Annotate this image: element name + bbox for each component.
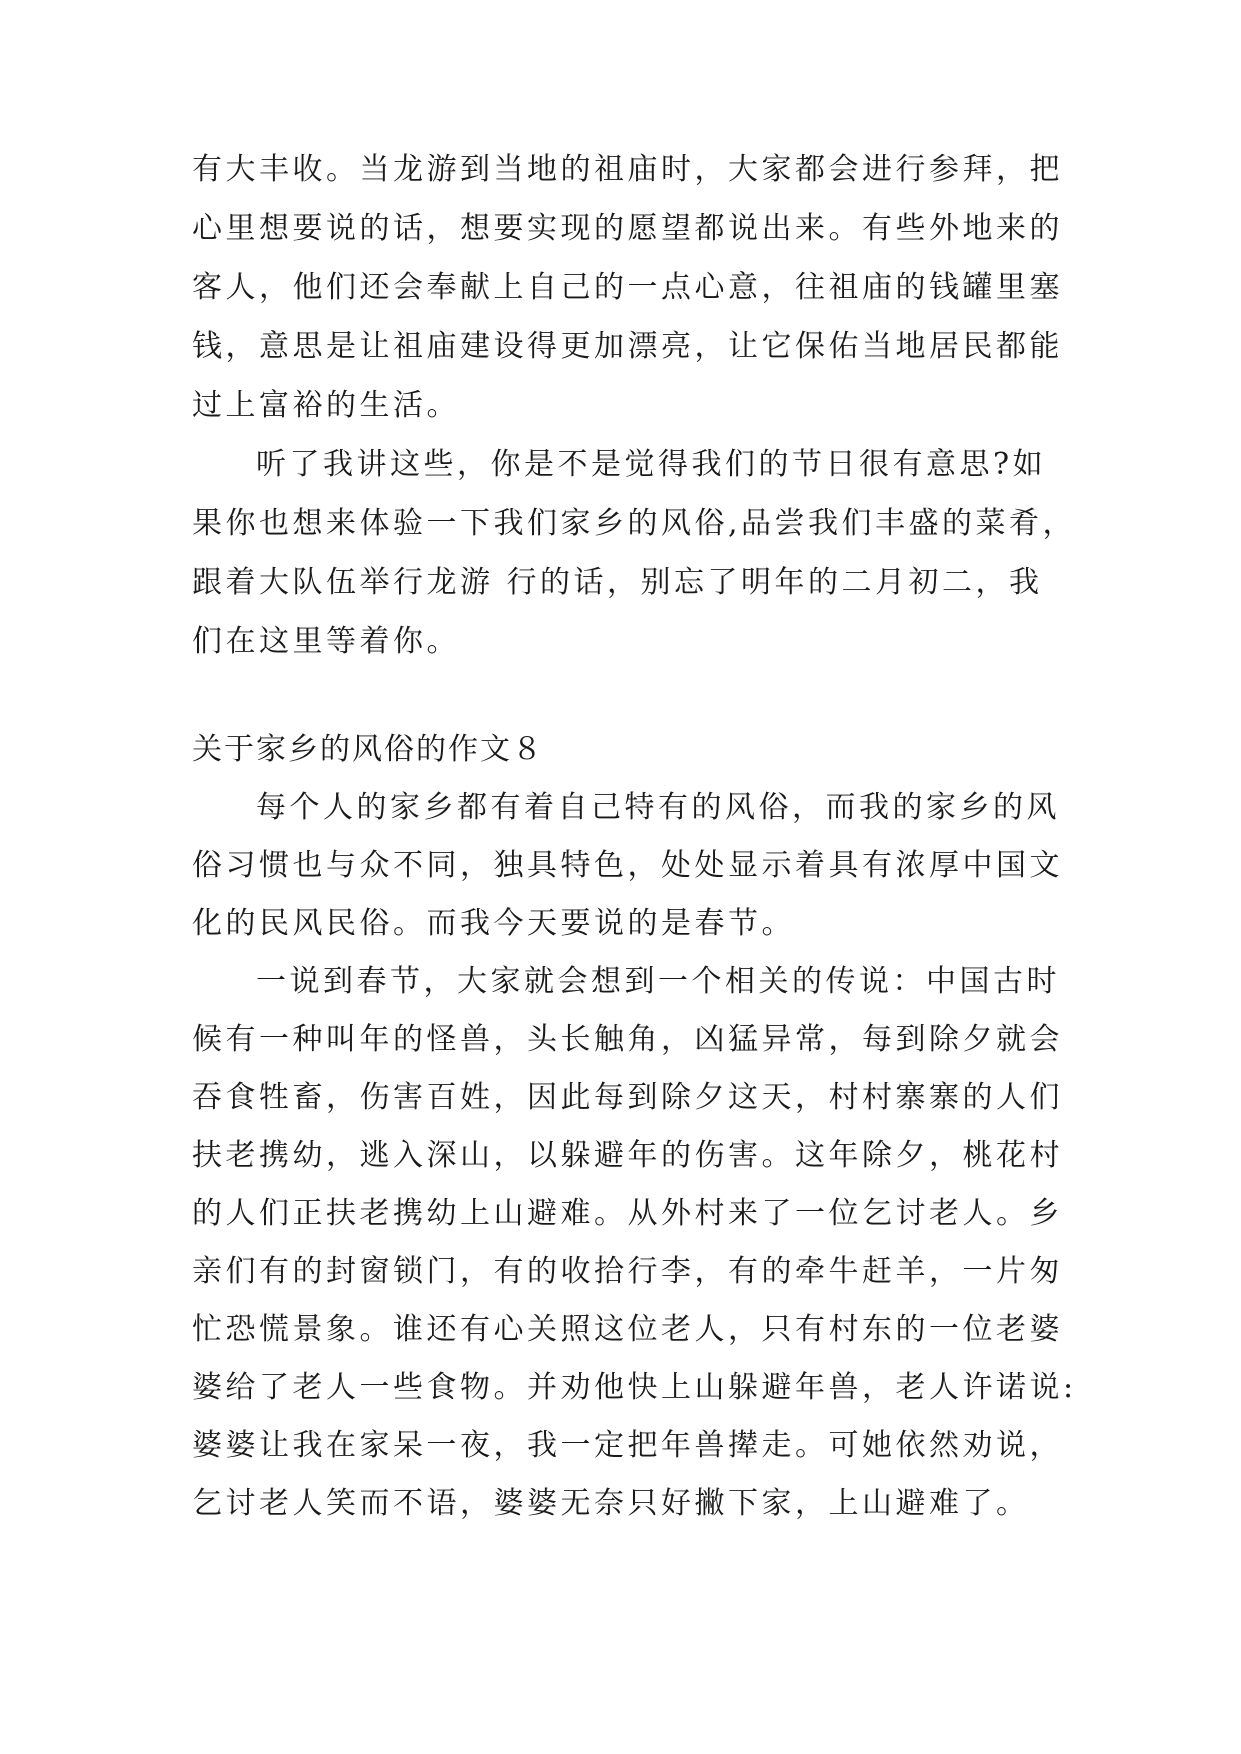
paragraph-first-line: 听了我讲这些，你是不是觉得我们的节日很有意思?如 [256, 447, 1047, 482]
body-line: 跟着大队伍举行龙游 行的话，别忘了明年的二月初二，我 [192, 565, 1043, 600]
body-line: 候有一种叫年的怪兽，头长触角，凶猛异常，每到除夕就会 [192, 1022, 1063, 1057]
body-line: 心里想要说的话，想要实现的愿望都说出来。有些外地来的 [192, 211, 1063, 246]
body-line: 果你也想来体验一下我们家乡的风俗,品尝我们丰盛的菜肴， [192, 506, 1077, 541]
body-line: 亲们有的封窗锁门，有的收拾行李，有的牵牛赶羊，一片匆 [192, 1254, 1063, 1289]
body-line: 婆婆让我在家呆一夜，我一定把年兽撵走。可她依然劝说， [192, 1428, 1063, 1463]
paragraph-first-line: 一说到春节，大家就会想到一个相关的传说：中国古时 [256, 964, 1060, 999]
body-line: 化的民风民俗。而我今天要说的是春节。 [192, 906, 795, 941]
paragraph-first-line: 每个人的家乡都有着自己特有的风俗，而我的家乡的风 [256, 790, 1060, 825]
body-line: 有大丰收。当龙游到当地的祖庙时，大家都会进行参拜，把 [192, 152, 1063, 187]
body-line: 乞讨老人笑而不语，婆婆无奈只好撇下家，上山避难了。 [192, 1486, 1030, 1521]
body-line: 钱，意思是让祖庙建设得更加漂亮，让它保佑当地居民都能 [192, 329, 1063, 364]
body-line: 客人，他们还会奉献上自己的一点心意，往祖庙的钱罐里塞 [192, 270, 1063, 305]
body-line: 的人们正扶老携幼上山避难。从外村来了一位乞讨老人。乡 [192, 1196, 1063, 1231]
body-line: 忙恐慌景象。谁还有心关照这位老人，只有村东的一位老婆 [192, 1312, 1063, 1347]
body-line: 吞食牲畜，伤害百姓，因此每到除夕这天，村村寨寨的人们 [192, 1080, 1063, 1115]
body-line: 过上富裕的生活。 [192, 388, 460, 423]
section-heading: 关于家乡的风俗的作文８ [192, 732, 544, 767]
body-line: 俗习惯也与众不同，独具特色，处处显示着具有浓厚中国文 [192, 848, 1063, 883]
body-line: 扶老携幼，逃入深山，以躲避年的伤害。这年除夕，桃花村 [192, 1138, 1063, 1173]
body-line: 婆给了老人一些食物。并劝他快上山躲避年兽，老人许诺说: [192, 1370, 1077, 1405]
body-line: 们在这里等着你。 [192, 624, 460, 659]
